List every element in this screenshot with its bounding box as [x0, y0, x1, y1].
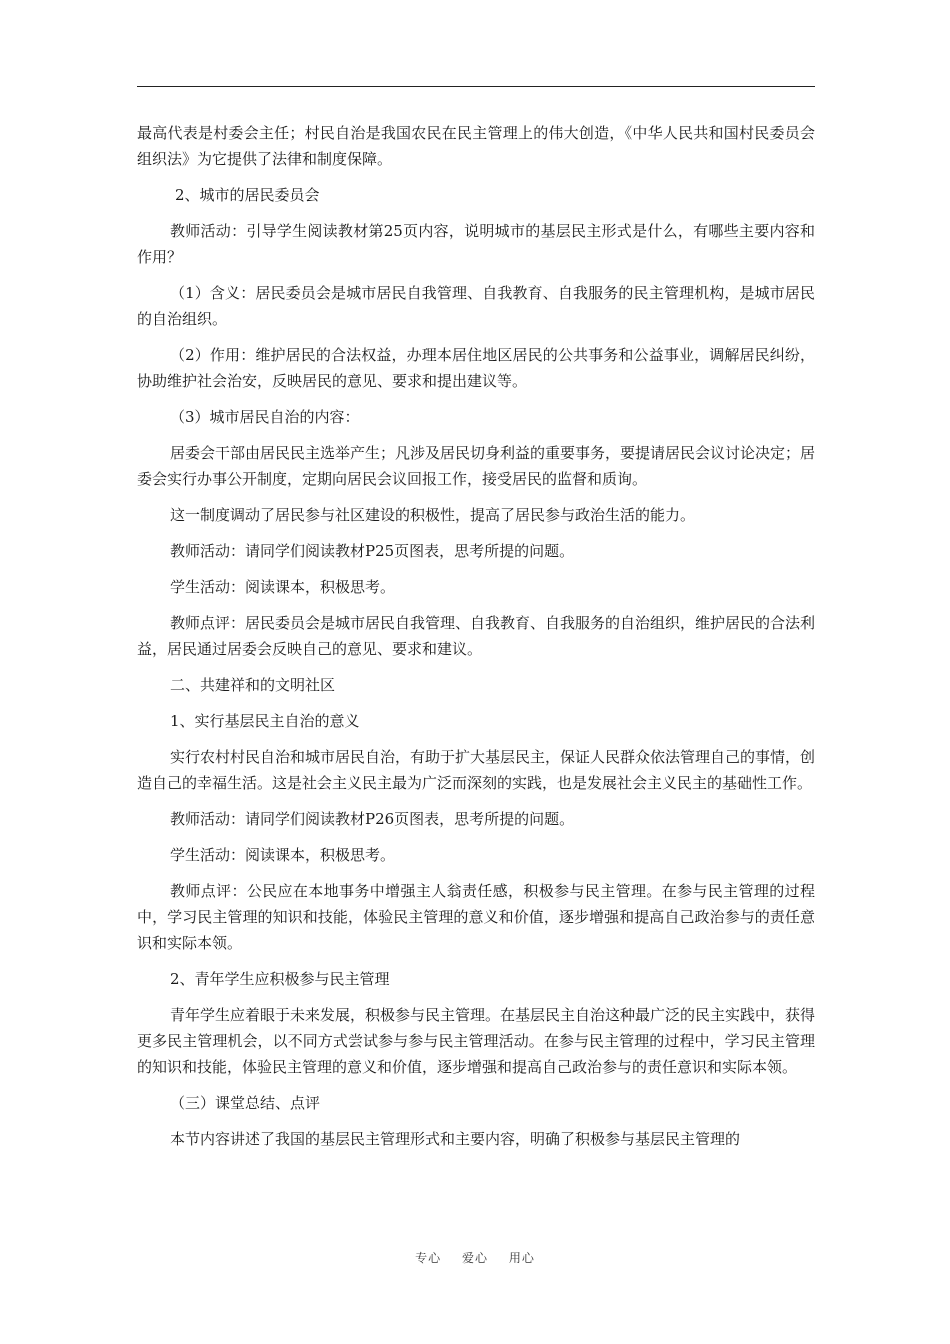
paragraph: 教师点评：居民委员会是城市居民自我管理、自我教育、自我服务的自治组织，维护居民的合法利益，居民通过居委会反映自己的意见、要求和建议。	[137, 614, 816, 658]
header-rule	[137, 86, 815, 87]
section-heading: 2、城市的居民委员会	[175, 186, 320, 204]
footer-text: 用心	[508, 1251, 535, 1265]
paragraph: 学生活动：阅读课本，积极思考。	[170, 578, 396, 596]
paragraph: 青年学生应着眼于未来发展，积极参与民主管理。在基层民主自治这种最广泛的民主实践中，获得更多民主管理机会，以不同方式尝试参与参与民主管理活动。在参与民主管理的过程中，学习民主管理的知识和技能，体验民主管理的意义和价值，逐步增强和提高自己政治参与的责任意识和实际本领。	[137, 1006, 816, 1076]
paragraph: 教师活动：请同学们阅读教材P25页图表，思考所提的问题。	[170, 542, 575, 560]
section-heading: 二、共建祥和的文明社区	[170, 676, 336, 694]
footer-text: 爱心	[461, 1251, 488, 1265]
paragraph: （2）作用：维护居民的合法权益，办理本居住地区居民的公共事务和公益事业，调解居民纠纷，协助维护社会治安，反映居民的意见、要求和提出建议等。	[137, 346, 815, 390]
paragraph: 教师活动：请同学们阅读教材P26页图表，思考所提的问题。	[170, 810, 575, 828]
section-heading: 2、青年学生应积极参与民主管理	[170, 970, 390, 988]
footer-text: 专心	[415, 1251, 442, 1265]
paragraph: 教师点评：公民应在本地事务中增强主人翁责任感，积极参与民主管理。在参与民主管理的过程中，学习民主管理的知识和技能，体验民主管理的意义和价值，逐步增强和提高自己政治参与的责任意识和实际本领。	[137, 882, 815, 952]
document-body	[137, 120, 815, 1162]
paragraph: 实行农村村民自治和城市居民自治，有助于扩大基层民主，保证人民群众依法管理自己的事情，创造自己的幸福生活。这是社会主义民主最为广泛而深刻的实践，也是发展社会主义民主的基础性工作。	[137, 748, 816, 792]
paragraph: 居委会干部由居民民主选举产生；凡涉及居民切身利益的重要事务，要提请居民会议讨论决定；居委会实行办事公开制度，定期向居民会议回报工作，接受居民的监督和质询。	[137, 444, 816, 488]
paragraph: 教师活动：引导学生阅读教材第25页内容，说明城市的基层民主形式是什么，有哪些主要内容和作用？	[137, 222, 815, 266]
section-heading: （三）课堂总结、点评	[170, 1094, 321, 1112]
paragraph: （3）城市居民自治的内容：	[170, 408, 360, 426]
page-footer	[0, 1249, 950, 1266]
paragraph: 学生活动：阅读课本，积极思考。	[170, 846, 396, 864]
paragraph: 这一制度调动了居民参与社区建设的积极性，提高了居民参与政治生活的能力。	[170, 506, 696, 524]
section-heading: 1、实行基层民主自治的意义	[170, 712, 360, 730]
paragraph: （1）含义：居民委员会是城市居民自我管理、自我教育、自我服务的民主管理机构，是城市居民的自治组织。	[137, 284, 815, 328]
paragraph: 本节内容讲述了我国的基层民主管理形式和主要内容，明确了积极参与基层民主管理的	[170, 1130, 741, 1148]
paragraph: 最高代表是村委会主任；村民自治是我国农民在民主管理上的伟大创造，《中华人民共和国村民委员会组织法》为它提供了法律和制度保障。	[137, 124, 815, 168]
